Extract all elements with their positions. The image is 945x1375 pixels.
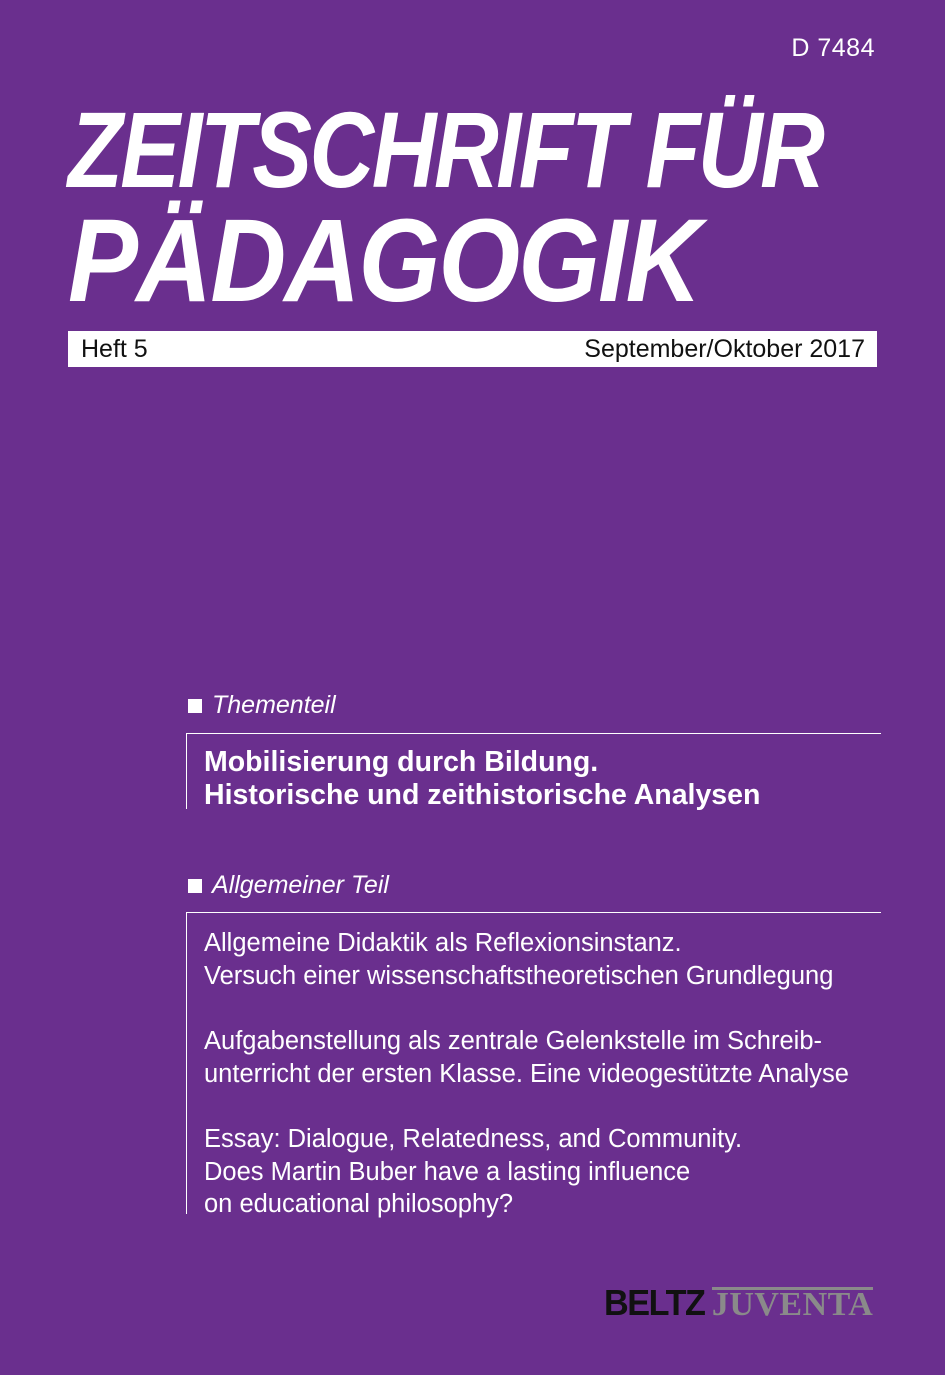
allgemeiner-teil-block bbox=[186, 912, 881, 1218]
article-line: Allgemeine Didaktik als Reflexionsinstanz. bbox=[204, 929, 682, 957]
section-label-text: Thementeil bbox=[212, 691, 336, 719]
article-list bbox=[187, 927, 881, 1221]
article-line: on educational philosophy? bbox=[204, 1190, 514, 1218]
thementeil-block bbox=[186, 733, 881, 809]
article-item bbox=[204, 927, 881, 992]
theme-title-line1: Mobilisierung durch Bildung. bbox=[204, 746, 599, 778]
article-line: Versuch einer wissenschaftstheoretischen Grundlegung bbox=[204, 961, 834, 990]
publisher-juventa: JUVENTA bbox=[711, 1286, 874, 1323]
section-label-thementeil bbox=[188, 691, 336, 720]
section-label-allgemeiner-teil bbox=[188, 871, 389, 900]
journal-code: D 7484 bbox=[791, 34, 875, 62]
issue-date: September/Oktober 2017 bbox=[584, 334, 865, 363]
issue-bar bbox=[68, 331, 877, 367]
bullet-square-icon bbox=[188, 879, 202, 893]
masthead-title-line1: ZEITSCHRIFT FÜR bbox=[68, 89, 823, 210]
publisher-logo bbox=[604, 1282, 873, 1324]
masthead bbox=[68, 89, 888, 327]
publisher-beltz: BELTZ bbox=[604, 1282, 705, 1323]
theme-title-line2: Historische und zeithistorische Analysen bbox=[204, 779, 761, 811]
article-line: unterricht der ersten Klasse. Eine videogestützte Analyse bbox=[204, 1059, 849, 1088]
masthead-title-line2: PÄDAGOGIK bbox=[68, 195, 700, 327]
issue-number: Heft 5 bbox=[81, 334, 148, 363]
article-line: Essay: Dialogue, Relatedness, and Community. bbox=[204, 1125, 743, 1153]
article-line: Aufgabenstellung als zentrale Gelenkstelle im Schreib- bbox=[204, 1027, 823, 1055]
article-item bbox=[204, 1025, 881, 1090]
section-label-text: Allgemeiner Teil bbox=[212, 871, 389, 899]
theme-title bbox=[204, 746, 881, 812]
article-line: Does Martin Buber have a lasting influence bbox=[204, 1157, 691, 1186]
bullet-square-icon bbox=[188, 699, 202, 713]
article-item bbox=[204, 1123, 881, 1221]
